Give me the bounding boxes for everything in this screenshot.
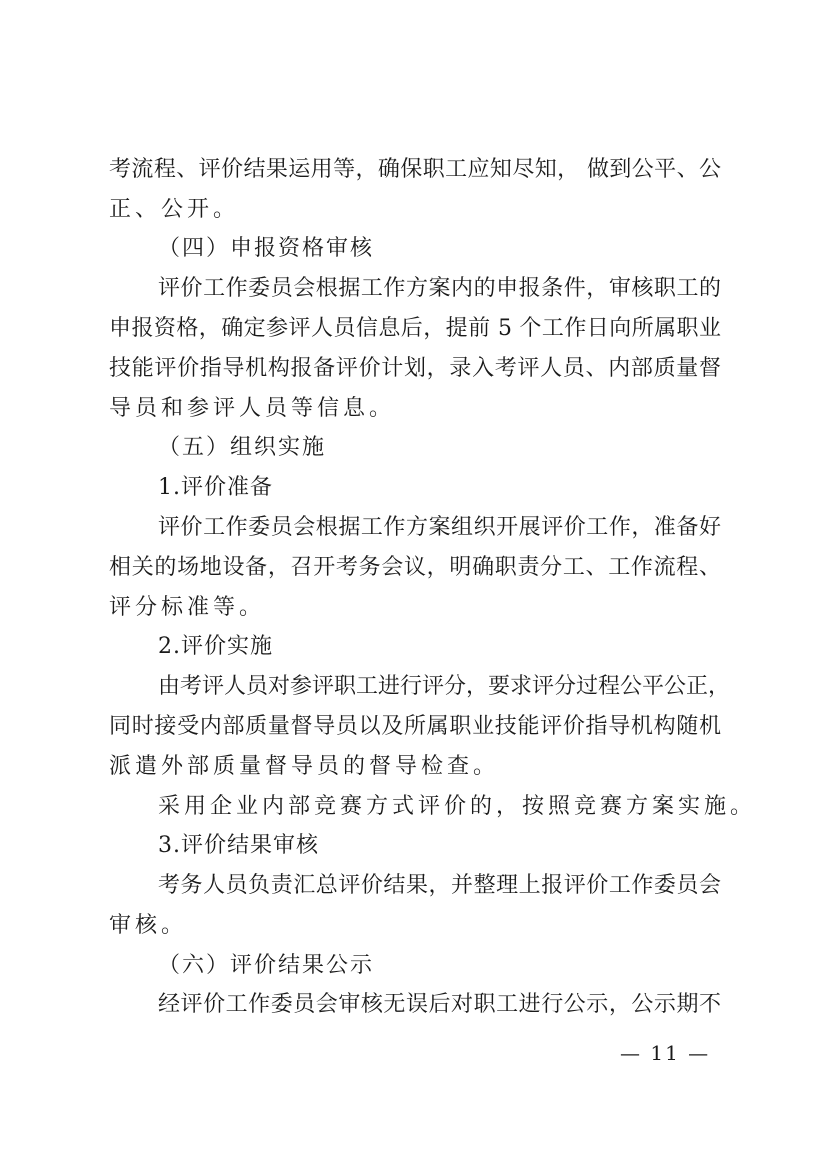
paragraph-line: 导员和参评人员等信息。	[109, 396, 396, 421]
paragraph-line: 采用企业内部竞赛方式评价的，按照竞赛方案实施。	[158, 794, 757, 819]
paragraph-line: 考务人员负责汇总评价结果，并整理上报评价工作委员会	[158, 873, 721, 898]
paragraph-line: 派遣外部质量督导员的督导检查。	[109, 754, 500, 779]
section-heading: （五）组织实施	[158, 435, 327, 460]
subsection-heading: 1.评价准备	[158, 475, 273, 500]
paragraph-line: 由考评人员对参评职工进行评分，要求评分过程公平公正，	[158, 674, 731, 699]
paragraph-line: 评分标准等。	[109, 595, 266, 620]
paragraph-line: 申报资格，确定参评人员信息后，提前 5 个工作日向所属职业	[109, 316, 721, 341]
paragraph-line: 正、公开。	[109, 197, 240, 222]
paragraph-line: 评价工作委员会根据工作方案内的申报条件，审核职工的	[158, 276, 721, 301]
subsection-heading: 3.评价结果审核	[158, 833, 319, 858]
section-heading: （六）评价结果公示	[158, 953, 375, 978]
paragraph-line: 同时接受内部质量督导员以及所属职业技能评价指导机构随机	[109, 714, 721, 739]
paragraph-line: 考流程、评价结果运用等，确保职工应知尽知， 做到公平、公	[109, 157, 721, 182]
paragraph-line: 相关的场地设备，召开考务会议，明确职责分工、工作流程、	[109, 555, 721, 580]
section-heading: （四）申报资格审核	[158, 236, 375, 261]
subsection-heading: 2.评价实施	[158, 634, 273, 659]
page-number: — 11 —	[620, 1041, 711, 1065]
paragraph-line: 经评价工作委员会审核无误后对职工进行公示，公示期不	[158, 992, 721, 1017]
paragraph-line: 审核。	[109, 913, 188, 938]
paragraph-line: 评价工作委员会根据工作方案组织开展评价工作，准备好	[158, 515, 721, 540]
paragraph-line: 技能评价指导机构报备评价计划，录入考评人员、内部质量督	[109, 356, 721, 381]
